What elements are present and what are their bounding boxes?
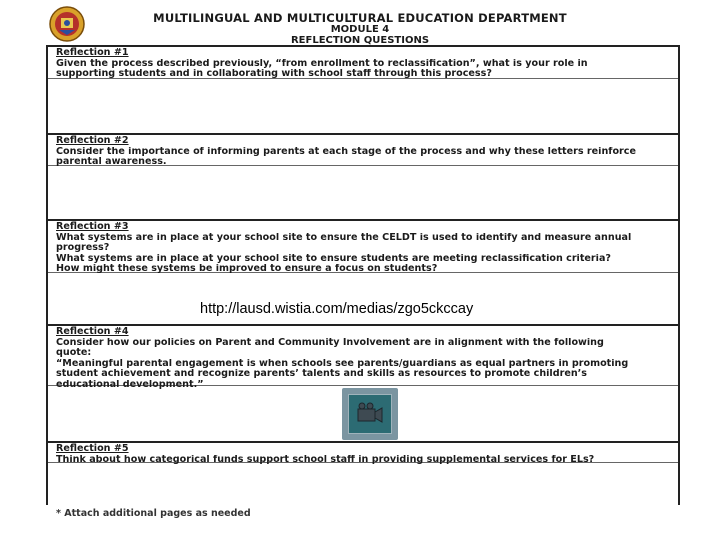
video-camera-frame xyxy=(348,394,392,434)
reflection-4-title: Reflection #4 xyxy=(56,326,129,337)
district-seal-icon xyxy=(49,6,85,42)
reflection-3-answer-box[interactable] xyxy=(48,272,678,326)
page-subtitle: REFLECTION QUESTIONS xyxy=(290,35,430,46)
reflection-1-question xyxy=(48,47,678,79)
reflection-5-question xyxy=(48,443,678,463)
video-camera-icon[interactable] xyxy=(342,388,398,440)
reflection-4-line-3: “Meaningful parental engagement is when schools see parents/guardians as equal partners in promoting xyxy=(56,358,629,369)
department-title: MULTILINGUAL AND MULTICULTURAL EDUCATION DEPARTMENT xyxy=(153,11,567,25)
reflection-5-answer-box[interactable] xyxy=(48,462,678,507)
reflection-4-line-2: quote: xyxy=(56,348,92,359)
reflection-4-line-4: student achievement and recognize parents’ talents and skills as resources to promote children’s xyxy=(56,369,588,380)
reflection-5-line-1: Think about how categorical funds support school staff in providing supplemental services for ELs? xyxy=(56,454,595,465)
reflection-5-title: Reflection #5 xyxy=(56,443,129,454)
reflection-3-line-3: What systems are in place at your school site to ensure students are meeting reclassification criteria? xyxy=(56,253,611,264)
reflection-2-title: Reflection #2 xyxy=(56,135,129,146)
reflection-3-line-2: progress? xyxy=(56,243,110,254)
footer-note: * Attach additional pages as needed xyxy=(56,508,251,519)
reflection-2-line-2: parental awareness. xyxy=(56,157,167,168)
reflection-1-title: Reflection #1 xyxy=(56,47,129,58)
reflection-3-line-4: How might these systems be improved to ensure a focus on students? xyxy=(56,264,438,275)
reflection-3-question xyxy=(48,221,678,273)
video-link[interactable]: http://lausd.wistia.com/medias/zgo5ckccay xyxy=(200,301,474,317)
module-title: MODULE 4 xyxy=(330,24,390,35)
reflection-4-line-5: educational development.” xyxy=(56,379,204,390)
reflection-1-answer-box[interactable] xyxy=(48,78,678,135)
reflection-3-title: Reflection #3 xyxy=(56,221,129,232)
reflection-4-line-1: Consider how our policies on Parent and Community Involvement are in alignment with the following xyxy=(56,337,604,348)
reflection-2-question xyxy=(48,135,678,166)
reflection-3-line-1: What systems are in place at your school site to ensure the CELDT is used to identify and measure annual xyxy=(56,232,632,243)
reflection-2-answer-box[interactable] xyxy=(48,165,678,221)
reflection-4-question xyxy=(48,326,678,390)
reflection-2-line-1: Consider the importance of informing parents at each stage of the process and why these letters reinforce xyxy=(56,146,636,157)
reflection-1-line-1: Given the process described previously, “from enrollment to reclassification”, what is your role in xyxy=(56,58,588,69)
reflection-1-line-2: supporting students and in collaborating with school staff through this process? xyxy=(56,69,492,80)
